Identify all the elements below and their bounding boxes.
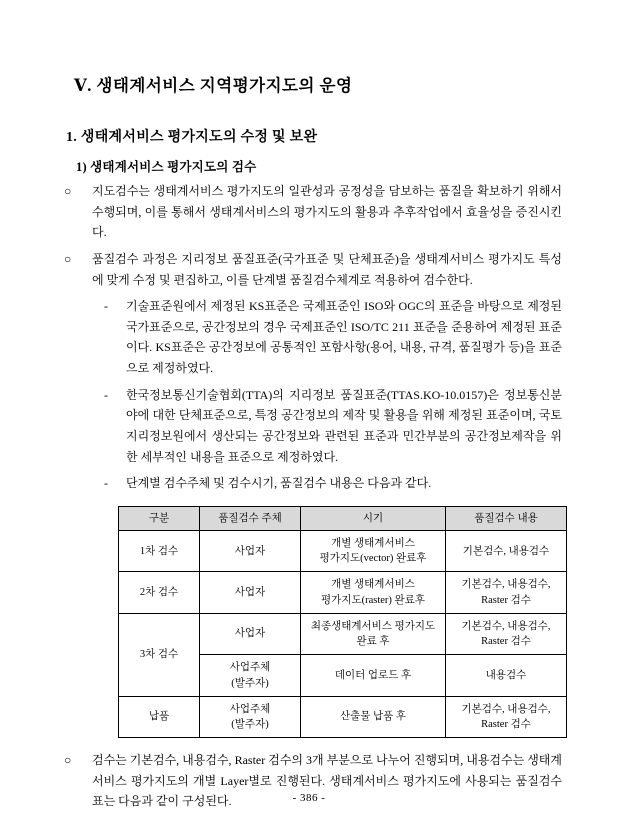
paragraph-text: 지도검수는 생태계서비스 평가지도의 일관성과 공정성을 담보하는 품질을 확보하기 위해서 수행되며, 이를 통해서 생태계서비스의 평가지도의 활용과 추후작업에서 효율성을 증진시킨다. bbox=[92, 184, 562, 240]
table-header-cell: 품질검수 내용 bbox=[446, 506, 567, 530]
section-title: 1. 생태계서비스 평가지도의 수정 및 보완 bbox=[66, 130, 318, 145]
table-cell-subject: 사업자 bbox=[200, 572, 301, 613]
table-row bbox=[119, 530, 567, 571]
paragraph-circle-2 bbox=[64, 249, 562, 290]
table-row bbox=[119, 572, 567, 613]
table-cell-content: 기본검수, 내용검수 bbox=[446, 530, 567, 571]
table-cell-division: 납품 bbox=[119, 696, 200, 737]
dash-bullet-icon: - bbox=[104, 387, 108, 402]
quality-inspection-table bbox=[118, 506, 567, 738]
table-cell-division: 1차 검수 bbox=[119, 530, 200, 571]
paragraph-dash-1 bbox=[98, 296, 562, 379]
table-cell-content: 기본검수, 내용검수, Raster 검수 bbox=[446, 696, 567, 737]
table-header-cell: 시기 bbox=[301, 506, 446, 530]
table-cell-division: 2차 검수 bbox=[119, 572, 200, 613]
table-cell-content: 기본검수, 내용검수, Raster 검수 bbox=[446, 613, 567, 654]
paragraph-dash-3 bbox=[98, 473, 562, 494]
table-header-cell: 품질검수 주체 bbox=[200, 506, 301, 530]
paragraph-text: 기술표준원에서 제정된 KS표준은 국제표준인 ISO와 OGC의 표준을 바탕으로 제정된 국가표준으로, 공간정보의 경우 국제표준인 ISO/TC 211 표준을 준용하여 제정된 표준이다. KS표준은 공간정보에 공통적인 포함사항(용어, 내용, 규격, 품질평가 등)을 표준으로 제정하였다. bbox=[126, 299, 562, 375]
table-header-cell: 구분 bbox=[119, 506, 200, 530]
table-cell-timing: 데이터 업로드 후 bbox=[301, 655, 446, 696]
table-cell-subject: 사업주체 (발주자) bbox=[200, 655, 301, 696]
table-cell-subject: 사업주체 (발주자) bbox=[200, 696, 301, 737]
subsection-title: 1) 생태계서비스 평가지도의 검수 bbox=[76, 160, 257, 174]
table-row bbox=[119, 613, 567, 654]
dash-bullet-icon: - bbox=[104, 476, 108, 491]
dash-bullet-icon: - bbox=[104, 299, 108, 314]
table-cell-timing: 개별 생태계서비스 평가지도(raster) 완료후 bbox=[301, 572, 446, 613]
table-cell-division: 3차 검수 bbox=[119, 613, 200, 696]
table-row bbox=[119, 696, 567, 737]
table-cell-timing: 개별 생태계서비스 평가지도(vector) 완료후 bbox=[301, 530, 446, 571]
paragraph-text: 한국정보통신기술협회(TTA)의 지리정보 품질표준(TTAS.KO-10.0157)은 정보통신분야에 대한 단체표준으로, 특정 공간정보의 제작 및 활용을 위해 제정된 표준이며, 국토지리정보원에서 생산되는 공간정보와 관련된 표준과 민간부분의 공간정보제작을 위한 세부적인 내용을 표준으로 제정하였다. bbox=[126, 387, 562, 464]
table-cell-subject: 사업자 bbox=[200, 530, 301, 571]
paragraph-text: 품질검수 과정은 지리정보 품질표준(국가표준 및 단체표준)을 생태계서비스 평가지도 특성에 맞게 수정 및 편집하고, 이를 단계별 품질검수체계로 적용하여 검수한다. bbox=[92, 251, 562, 287]
circle-bullet-icon: ○ bbox=[64, 251, 72, 266]
table-cell-content: 기본검수, 내용검수, Raster 검수 bbox=[446, 572, 567, 613]
table-cell-content: 내용검수 bbox=[446, 655, 567, 696]
table-cell-subject: 사업자 bbox=[200, 613, 301, 654]
circle-bullet-icon: ○ bbox=[64, 753, 72, 768]
paragraph-circle-1 bbox=[64, 181, 562, 243]
table-cell-timing: 최종생태계서비스 평가지도 완료 후 bbox=[301, 613, 446, 654]
paragraph-text: 검수는 기본검수, 내용검수, Raster 검수의 3개 부분으로 나누어 진행되며, 내용검수는 생태계서비스 평가지도의 개별 Layer별로 진행된다. 생태계서비스 평가지도에 사용되는 품질검수표는 다음과 같이 구성된다. bbox=[92, 753, 562, 809]
table-header-row bbox=[119, 506, 567, 530]
page-number: - 386 - bbox=[292, 792, 326, 804]
chapter-title: Ⅴ. 생태계서비스 지역평가지도의 운영 bbox=[74, 76, 353, 95]
paragraph-text: 단계별 검수주체 및 검수시기, 품질검수 내용은 다음과 같다. bbox=[126, 476, 432, 491]
table-cell-timing: 산출물 납품 후 bbox=[301, 696, 446, 737]
paragraph-dash-2 bbox=[98, 385, 562, 468]
circle-bullet-icon: ○ bbox=[64, 184, 72, 198]
